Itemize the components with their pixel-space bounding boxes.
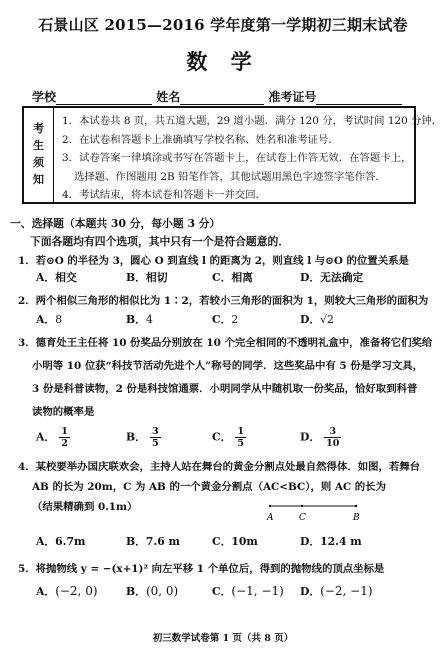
student-info-line bbox=[32, 88, 402, 105]
notice-item: 4．考试结束，将本试卷和答题卡一并交回． bbox=[62, 189, 267, 201]
notice-item: 2．在试卷和答题卡上准确填写学校名称、姓名和准考证号． bbox=[62, 133, 339, 146]
exam-id-label: 准考证号 bbox=[268, 90, 317, 104]
section-heading: 一、选择题（本题共 30 分，每小题 3 分） bbox=[10, 217, 221, 230]
point-b-label: B bbox=[353, 513, 360, 523]
section-instruction: 下面各题均有四个选项，其中只有一个是符合题意的． bbox=[30, 235, 290, 248]
q3-option-d[interactable]: D． $\frac{3}{10}$ bbox=[300, 426, 340, 449]
q2-stem: 2．两个相似三角形的相似比为 1∶2，若较小三角形的面积为 1，则较大三角形的面积为 bbox=[18, 295, 429, 307]
q1-option-b[interactable]: B．相切 bbox=[126, 271, 168, 284]
notice-label: 考 生 须 知 bbox=[24, 108, 54, 202]
q2-option-b[interactable]: B．4 bbox=[126, 313, 153, 326]
candidate-notice-box bbox=[22, 106, 443, 204]
q5-option-b[interactable]: B．(0, 0) bbox=[126, 584, 179, 598]
q3-line: 3 份是科普读物，2 份是科技馆通票．小明同学从中随机取一份奖品，恰好取到科普 bbox=[32, 383, 418, 395]
q3-line: 小明等 10 位获“科技节活动先进个人”称号的同学．这些奖品中有 5 份是学习文具， bbox=[32, 360, 423, 372]
subject-title: 数 学 bbox=[186, 49, 260, 74]
exam-id-blank[interactable] bbox=[316, 90, 402, 105]
name-label: 姓名 bbox=[156, 90, 181, 104]
q3-line: 3．德育处王主任将 10 份奖品分别放在 10 个完全相同的不透明礼盒中，准备将它们奖给 bbox=[18, 337, 433, 349]
point-a-label: A bbox=[267, 513, 274, 523]
notice-item: 选择题、作图题用 2B 铅笔作答，其他试题用黑色字迹签字笔作答． bbox=[74, 170, 386, 183]
page-footer: 初三数学试卷第 1 页（共 8 页） bbox=[152, 633, 294, 644]
q4-option-c[interactable]: C．10m bbox=[212, 535, 258, 548]
q5-option-a[interactable]: A．(−2, 0) bbox=[36, 584, 98, 598]
q1-option-d[interactable]: D．无法确定 bbox=[300, 271, 364, 284]
segment-ab-figure bbox=[262, 496, 366, 526]
q5-option-d[interactable]: D．(−2, −1) bbox=[300, 584, 373, 598]
q4-option-d[interactable]: D．12.4 m bbox=[300, 535, 362, 548]
q2-option-d[interactable]: D．√2 bbox=[300, 313, 334, 326]
q4-line: （结果精确到 0.1m） bbox=[32, 501, 138, 513]
notice-items bbox=[62, 112, 443, 205]
q1-stem: 1．若⊙O 的半径为 3，圆心 O 到直线 l 的距离为 2，则直线 l 与⊙O 的位置关系是 bbox=[18, 255, 409, 267]
q4-option-a[interactable]: A．6.7m bbox=[36, 535, 86, 548]
q4-line: 4．某校要举办国庆联欢会，主持人站在舞台的黄金分割点处最自然得体．如图，若舞台 bbox=[18, 461, 421, 473]
q5-stem: 5．将抛物线 y = −(x+1)² 向左平移 1 个单位后，得到的抛物线的顶点坐标是 bbox=[18, 563, 385, 575]
q4-line: AB 的长为 20m，C 为 AB 的一个黄金分割点（AC<BC），则 AC 的长为 bbox=[32, 481, 386, 493]
exam-title: 石景山区 2015—2016 学年度第一学期初三期末试卷 bbox=[38, 16, 408, 34]
q1-option-c[interactable]: C．相离 bbox=[212, 271, 253, 284]
q3-option-b[interactable]: B． $\frac{3}{5}$ bbox=[126, 426, 159, 449]
q2-option-a[interactable]: A．8 bbox=[36, 313, 63, 326]
point-c-label: C bbox=[299, 513, 306, 523]
q2-option-c[interactable]: C．2 bbox=[212, 313, 239, 326]
q3-option-c[interactable]: C． $\frac{1}{5}$ bbox=[212, 426, 245, 449]
q3-option-a[interactable]: A． $\frac{1}{2}$ bbox=[36, 426, 68, 449]
notice-item: 1．本试卷共 8 页，共五道大题，29 道小题．满分 120 分，考试时间 120 分钟． bbox=[62, 115, 443, 127]
school-blank[interactable] bbox=[56, 90, 152, 105]
name-blank[interactable] bbox=[180, 90, 264, 105]
q1-option-a[interactable]: A．相交 bbox=[36, 271, 77, 284]
school-label: 学校 bbox=[32, 90, 57, 104]
notice-item: 3．试卷答案一律填涂或书写在答题卡上，在试卷上作答无效．在答题卡上， bbox=[62, 152, 412, 164]
q4-option-b[interactable]: B．7.6 m bbox=[126, 535, 180, 548]
q3-line: 读物的概率是 bbox=[32, 406, 95, 418]
q5-option-c[interactable]: C．(−1, −1) bbox=[212, 584, 284, 598]
